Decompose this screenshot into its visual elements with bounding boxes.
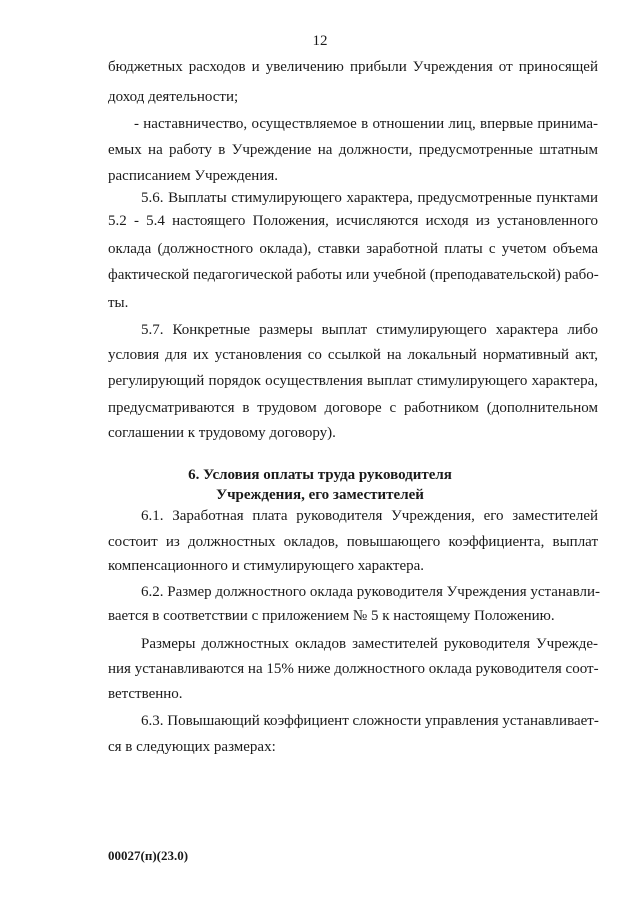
text-line: Размеры должностных окладов заместителей руководителя Учрежде- [141,636,598,652]
text-line: 6.2. Размер должностного оклада руководителя Учреждения устанавли- [141,584,600,600]
text-line: оклада (должностного оклада), ставки заработной платы с учетом объема [108,241,598,257]
text-line: фактической педагогической работы или учебной (преподавательской) рабо- [108,267,599,283]
text-line: предусматриваются в трудовом договоре с работником (дополнительном [108,400,598,416]
text-line: 5.6. Выплаты стимулирующего характера, предусмотренные пунктами [141,190,598,206]
text-line: 6.3. Повышающий коэффициент сложности управления устанавливает- [141,713,599,729]
text-line: состоит из должностных окладов, повышающего коэффициента, выплат [108,534,598,550]
text-line: 6.1. Заработная плата руководителя Учреждения, его заместителей [141,508,598,524]
text-line: регулирующий порядок осуществления выплат стимулирующего характера, [108,373,598,389]
section-heading: Учреждения, его заместителей [216,487,424,503]
text-line: компенсационного и стимулирующего характера. [108,558,425,574]
page-number: 12 [312,33,328,49]
text-line: емых на работу в Учреждение на должности, предусмотренные штатным [108,142,598,158]
text-line: соглашении к трудовому договору). [108,425,336,441]
document-code: 00027(п)(23.0) [108,848,189,863]
text-line: - наставничество, осуществляемое в отношении лиц, впервые принима- [134,116,598,132]
text-line: ты. [108,295,129,311]
section-heading: 6. Условия оплаты труда руководителя [188,467,452,483]
text-line: ния устанавливаются на 15% ниже должностного оклада руководителя соот- [108,661,599,677]
text-line: бюджетных расходов и увеличению прибыли Учреждения от приносящей [108,59,598,75]
text-line: 5.7. Конкретные размеры выплат стимулирующего характера либо [141,322,598,338]
text-line: вается в соответствии с приложением № 5 к настоящему Положению. [108,608,555,624]
text-line: ветственно. [108,686,183,702]
text-line: условия для их установления со ссылкой на локальный нормативный акт, [108,347,598,363]
text-line: доход деятельности; [108,89,239,105]
text-line: 5.2 - 5.4 настоящего Положения, исчисляются исходя из установленного [108,213,598,229]
text-line: ся в следующих размерах: [108,739,276,755]
text-line: расписанием Учреждения. [108,168,279,184]
